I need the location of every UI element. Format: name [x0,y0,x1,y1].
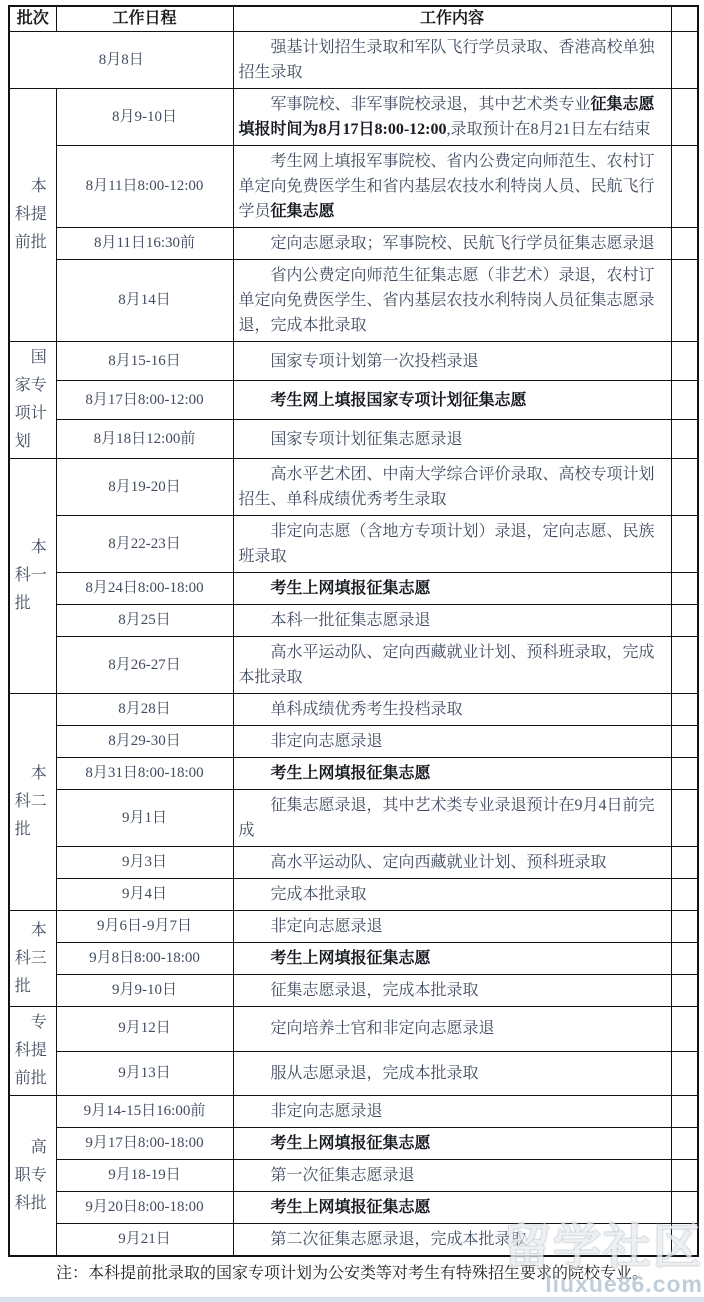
note: 注：本科提前批录取的国家专项计划为公安类等对考生有特殊招生要求的院校专业。 [55,1265,648,1282]
content-segment: 考生网上填报国家专项计划征集志愿 [270,391,527,409]
edge-cell [671,381,698,420]
content-cell [233,260,671,342]
table-row [9,146,698,228]
content-cell [233,975,671,1007]
table-row [9,381,698,420]
content-cell [233,1096,671,1128]
watermark-url: liuxue86.com [545,1271,703,1297]
date-cell: 9月21日 [56,1224,233,1257]
content-cell [233,1128,671,1160]
content-segment: 征集志愿填报时间为8月17日8:00-12:00 [238,96,655,138]
content-segment: 第一次征集志愿录退 [270,1167,415,1184]
date-cell: 9月14-15日16:00前 [56,1096,233,1128]
batch-label: 专科提前批 [14,1014,47,1087]
content-segment: 定向志愿录取；军事院校、民航飞行学员征集志愿录退 [270,235,655,252]
table-row [9,605,698,637]
date-cell: 8月17日8:00-12:00 [56,381,233,420]
content-cell [233,726,671,758]
date-cell: 8月8日 [9,32,233,89]
edge-cell [671,89,698,146]
date-cell: 9月6日-9月7日 [56,911,233,943]
content-cell [233,459,671,516]
date-cell: 9月17日8:00-18:00 [56,1128,233,1160]
batch-cell [9,1096,56,1257]
batch-label: 本科一批 [14,539,47,612]
date-cell: 9月3日 [56,847,233,879]
content-cell [233,605,671,637]
content-cell [233,1007,671,1052]
date-cell: 9月4日 [56,879,233,911]
date-cell: 8月15-16日 [56,342,233,381]
edge-cell [671,1051,698,1096]
content-cell [233,637,671,694]
table-row [9,32,698,89]
content-segment: 考生网上填报军事院校、省内公费定向师范生、农村订单定向免费医学生和省内基层农技水利特岗人员、民航飞行学员 [238,153,655,220]
content-cell [233,516,671,573]
content-segment: 考生上网填报征集志愿 [270,1199,431,1216]
content-segment: 非定向志愿录退 [270,918,383,935]
content-segment: 服从志愿录退，完成本批录取 [270,1064,479,1082]
content-segment: 本科一批征集志愿录退 [270,612,431,629]
edge-cell [671,146,698,228]
date-cell: 8月31日8:00-18:00 [56,758,233,790]
table-row [9,943,698,975]
page [0,5,704,1302]
watermark-text: 留学社区 [502,1221,703,1274]
header-row [9,6,698,32]
edge-cell [671,1160,698,1192]
batch-cell [9,911,56,1007]
content-segment: 高水平艺术团、中南大学综合评价录取、高校专项计划招生、单科成绩优秀考生录取 [238,466,655,508]
content-cell [233,847,671,879]
table-row [9,420,698,459]
edge-cell [671,847,698,879]
table-row [9,758,698,790]
batch-cell [9,342,56,459]
content-cell [233,879,671,911]
table-body [9,32,698,1257]
batch-cell [9,89,56,342]
batch-cell [9,1007,56,1096]
content-segment: 国家专项计划征集志愿录退 [270,430,463,448]
content-segment: 考生上网填报征集志愿 [270,950,431,967]
table-row [9,694,698,726]
table-row [9,1096,698,1128]
edge-cell [671,694,698,726]
date-cell: 9月8日8:00-18:00 [56,943,233,975]
batch-cell [9,459,56,694]
header-content: 工作内容 [233,6,671,32]
edge-cell [671,911,698,943]
table-row [9,228,698,260]
content-segment: 征集志愿录退，完成本批录取 [270,982,479,999]
header-schedule: 工作日程 [56,6,233,32]
content-cell [233,342,671,381]
content-cell [233,146,671,228]
table-row [9,573,698,605]
date-cell: 8月24日8:00-18:00 [56,573,233,605]
date-cell: 9月18-19日 [56,1160,233,1192]
table-row [9,459,698,516]
content-cell [233,228,671,260]
batch-cell [9,694,56,911]
date-cell: 8月26-27日 [56,637,233,694]
content-segment: 完成本批录取 [270,886,367,903]
edge-cell [671,1224,698,1257]
table-row [9,790,698,847]
content-segment: 高水平运动队、定向西藏就业计划、预科班录取 [270,854,607,871]
edge-cell [671,1096,698,1128]
content-segment: 非定向志愿录退 [270,733,383,750]
batch-label: 本科提前批 [14,178,47,251]
content-cell [233,694,671,726]
date-cell: 8月28日 [56,694,233,726]
content-cell [233,943,671,975]
table-row [9,975,698,1007]
edge-cell [671,758,698,790]
date-cell: 8月25日 [56,605,233,637]
date-cell: 8月11日16:30前 [56,228,233,260]
content-segment: 考生上网填报征集志愿 [270,765,431,782]
content-cell [233,790,671,847]
content-cell [233,758,671,790]
batch-label: 高职专科批 [14,1138,47,1212]
edge-cell [671,879,698,911]
date-cell: 8月18日12:00前 [56,420,233,459]
content-cell [233,1224,671,1257]
content-segment: 高水平运动队、定向西藏就业计划、预科班录取，完成本批录取 [238,644,655,686]
table-row [9,516,698,573]
header-batch: 批次 [9,6,56,32]
date-cell: 8月19-20日 [56,459,233,516]
table-row [9,637,698,694]
table-row [9,726,698,758]
content-segment: 征集志愿 [270,203,335,220]
content-segment: 单科成绩优秀考生投档录取 [270,701,463,718]
content-segment: 非定向志愿（含地方专项计划）录退，定向志愿、民族班录取 [238,523,655,565]
date-cell: 8月29-30日 [56,726,233,758]
table-row [9,879,698,911]
edge-cell [671,605,698,637]
content-segment: 考生上网填报征集志愿 [270,580,431,597]
content-segment: 强基计划招生录取和军队飞行学员录取、香港高校单独招生录取 [238,39,655,81]
batch-label: 国家专项计划 [14,349,47,450]
edge-cell [671,260,698,342]
date-cell: 8月14日 [56,260,233,342]
content-cell [233,32,671,89]
date-cell: 9月9-10日 [56,975,233,1007]
content-segment: 国家专项计划第一次投档录退 [270,352,479,370]
date-cell: 8月22-23日 [56,516,233,573]
table-row [9,1192,698,1224]
date-cell: 8月9-10日 [56,89,233,146]
edge-cell [671,790,698,847]
table-row [9,1051,698,1096]
edge-cell [671,726,698,758]
table-row [9,1224,698,1257]
content-cell [233,420,671,459]
table-row [9,1128,698,1160]
edge-cell [671,32,698,89]
date-cell: 9月13日 [56,1051,233,1096]
edge-cell [671,1192,698,1224]
table-row [9,911,698,943]
content-cell [233,89,671,146]
edge-cell [671,975,698,1007]
date-cell: 9月12日 [56,1007,233,1052]
table-row [9,342,698,381]
batch-label: 本科三批 [14,921,47,995]
table-row [9,1007,698,1052]
edge-cell [671,228,698,260]
edge-cell [671,573,698,605]
content-cell [233,1192,671,1224]
content-segment: 省内公费定向师范生征集志愿（非艺术）录退，农村订单定向免费医学生、省内基层农技水利特岗人员征集志愿录退，完成本批录取 [238,267,655,334]
content-cell [233,381,671,420]
table-row [9,89,698,146]
edge-cell [671,459,698,516]
table-row [9,1160,698,1192]
content-segment: 考生上网填报征集志愿 [270,1135,431,1152]
content-segment: ,录取预计在8月21日左右结束 [446,121,651,138]
date-cell: 9月20日8:00-18:00 [56,1192,233,1224]
content-segment: 定向培养士官和非定向志愿录退 [270,1020,495,1038]
edge-cell [671,342,698,381]
edge-cell [671,516,698,573]
content-cell [233,911,671,943]
batch-label: 本科二批 [14,765,47,838]
content-segment: 第二次征集志愿录退，完成本批录取 [270,1231,527,1248]
edge-cell [671,1007,698,1052]
edge-cell [671,420,698,459]
edge-cell [671,943,698,975]
date-cell: 8月11日8:00-12:00 [56,146,233,228]
edge-cell [671,637,698,694]
content-segment: 非定向志愿录退 [270,1103,383,1120]
table-row [9,847,698,879]
header-edge [671,6,698,32]
content-segment: 征集志愿录退，其中艺术类专业录退预计在9月4日前完成 [238,797,655,839]
content-segment: 军事院校、非军事院校录退，其中艺术类专业 [270,96,591,113]
content-cell [233,1051,671,1096]
table-row [9,260,698,342]
schedule-table [8,5,699,1257]
edge-cell [671,1128,698,1160]
bottom-strip [0,1297,704,1302]
content-cell [233,1160,671,1192]
content-cell [233,573,671,605]
date-cell: 9月1日 [56,790,233,847]
